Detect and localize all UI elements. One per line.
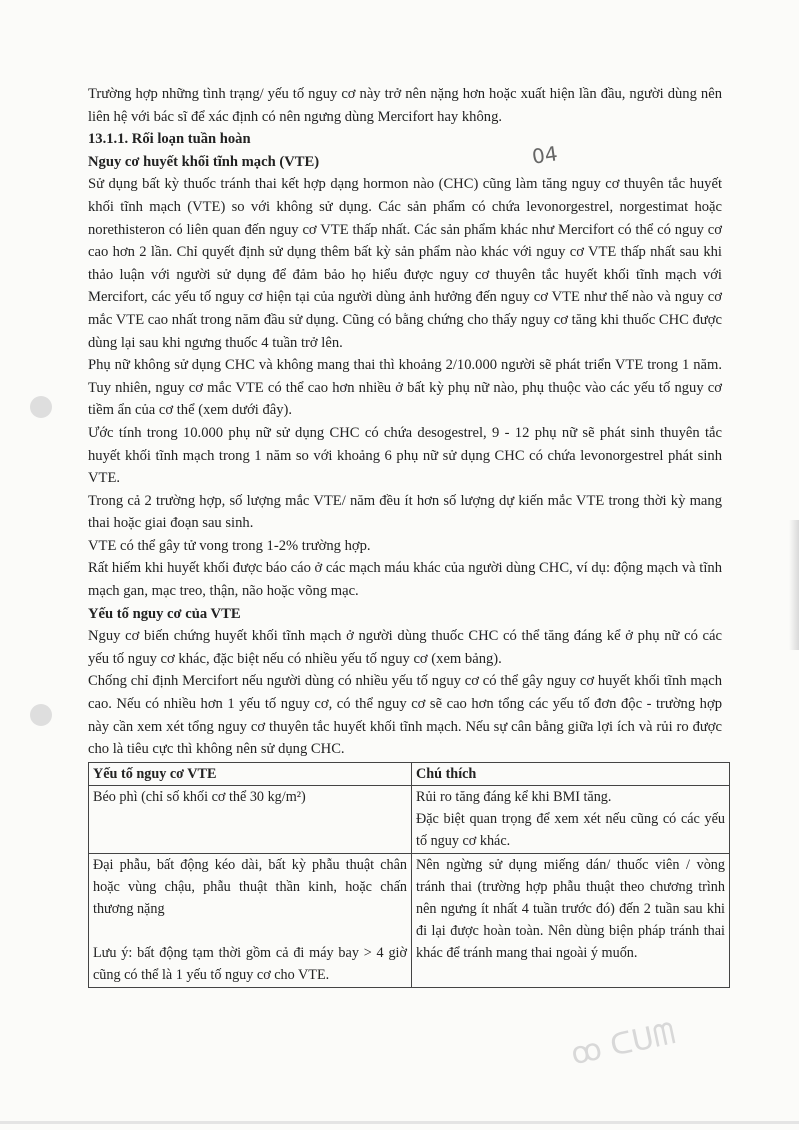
table-row [89, 786, 730, 854]
vte-paragraph-5: VTE có thể gây tử vong trong 1-2% trường hợp. [88, 537, 371, 554]
risk-paragraph-1: Nguy cơ biến chứng huyết khối tĩnh mạch ở người dùng thuốc CHC có thể tăng đáng kể ở phụ nữ có các yếu tố nguy cơ khác, đặc biệt nếu có nhiều yếu tố nguy cơ (xem bảng). [88, 628, 722, 667]
table-header-note: Chú thích [412, 762, 730, 785]
table-cell-note [412, 786, 730, 854]
cell-line: Béo phì (chỉ số khối cơ thể 30 kg/m²) [93, 789, 306, 806]
cell-line: Đại phẫu, bất động kéo dài, bất kỳ phẫu thuật chân hoặc vùng chậu, phẫu thuật thần kinh, hoặc chấn thương nặng [93, 856, 407, 918]
section-heading: 13.1.1. Rối loạn tuần hoàn [88, 131, 251, 148]
document-page [88, 83, 725, 988]
intro-paragraph: Trường hợp những tình trạng/ yếu tố nguy cơ này trở nên nặng hơn hoặc xuất hiện lần đầu, người dùng nên liên hệ với bác sĩ để xác định có nên ngưng dùng Mercifort hay không. [88, 86, 722, 125]
cell-line: Nên ngừng sử dụng miếng dán/ thuốc viên / vòng tránh thai (trường hợp phẫu thuật theo chương trình nên ngưng ít nhất 4 tuần trước đó) đến 2 tuần sau khi đi lại được hoàn toàn. Nên dùng biện pháp tránh thai khác để tránh mang thai ngoài ý muốn. [416, 856, 725, 962]
risk-heading: Yếu tố nguy cơ của VTE [88, 605, 241, 622]
vte-paragraph-4: Trong cả 2 trường hợp, số lượng mắc VTE/ năm đều ít hơn số lượng dự kiến mắc VTE trong thời kỳ mang thai hoặc giai đoạn sau sinh. [88, 492, 722, 532]
table-header-factor: Yếu tố nguy cơ VTE [89, 762, 412, 785]
bottom-scan-line [0, 1121, 799, 1124]
vte-paragraph-2: Phụ nữ không sử dụng CHC và không mang thai thì khoảng 2/10.000 người sẽ phát triển VTE trong 1 năm. Tuy nhiên, nguy cơ mắc VTE có thể cao hơn nhiều ở bất kỳ phụ nữ nào, phụ thuộc vào các yếu tố nguy cơ tiềm ẩn của cơ thể (xem dưới đây). [88, 357, 722, 419]
risk-paragraph-2: Chống chỉ định Mercifort nếu người dùng có nhiều yếu tố nguy cơ có thể gây nguy cơ huyết khối tĩnh mạch cao. Nếu có nhiều hơn 1 yếu tố nguy cơ, có thể nguy cơ sẽ cao hơn tổng các yếu tố đơn độc - trường hợp này cần xem xét tổng nguy cơ thuyên tắc huyết khối tĩnh mạch. Nếu sự cân bằng giữa lợi ích và rủi ro được cho là tiêu cực thì không nên sử dụng CHC. [88, 673, 722, 758]
cell-line: Lưu ý: bất động tạm thời gồm cả đi máy bay > 4 giờ cũng có thể là 1 yếu tố nguy cơ cho VTE. [93, 945, 407, 984]
faded-stamp: ꝏ ᑕᑌᗰ [567, 1016, 679, 1073]
cell-line: Đặc biệt quan trọng để xem xét nếu cũng có các yếu tố nguy cơ khác. [416, 811, 725, 850]
cell-line: Rủi ro tăng đáng kể khi BMI tăng. [416, 789, 612, 806]
table-row [89, 853, 730, 987]
table-cell-factor [89, 853, 412, 987]
risk-factor-table [88, 762, 730, 988]
handwritten-page-number: 04 [530, 141, 559, 169]
table-cell-note [412, 853, 730, 987]
page-edge-shadow [789, 520, 799, 650]
vte-heading: Nguy cơ huyết khối tĩnh mạch (VTE) [88, 153, 320, 170]
punch-hole-bottom [30, 704, 52, 726]
punch-hole-top [30, 396, 52, 418]
vte-paragraph-6: Rất hiếm khi huyết khối được báo cáo ở các mạch máu khác của người dùng CHC, ví dụ: động mạch và tĩnh mạch gan, mạc treo, thận, não hoặc võng mạc. [88, 560, 722, 600]
vte-paragraph-1: Sử dụng bất kỳ thuốc tránh thai kết hợp dạng hormon nào (CHC) cũng làm tăng nguy cơ thuyên tắc huyết khối tĩnh mạch (VTE) so với không sử dụng. Các sản phẩm có chứa levonorgestrel, norgestimat hoặc norethisteron có liên quan đến nguy cơ VTE thấp nhất. Các sản phẩm khác như Mercifort có thể có nguy cơ cao hơn 2 lần. Chỉ quyết định sử dụng thêm bất kỳ sản phẩm nào khác với nguy cơ VTE thấp nhất sau khi thảo luận với người sử dụng để đảm bảo họ hiểu được nguy cơ thuyên tắc huyết khối tĩnh mạch với Mercifort, các yếu tố nguy cơ hiện tại của người dùng ảnh hưởng đến nguy cơ VTE như thế nào và nguy cơ mắc VTE cao nhất trong năm đầu sử dụng. Cũng có bằng chứng cho thấy nguy cơ tăng khi thuốc CHC được dùng lại sau khi ngưng thuốc 4 tuần trở lên. [88, 176, 722, 351]
table-cell-factor [89, 786, 412, 854]
vte-paragraph-3: Ước tính trong 10.000 phụ nữ sử dụng CHC có chứa desogestrel, 9 - 12 phụ nữ sẽ phát sinh thuyên tắc huyết khối tĩnh mạch trong 1 năm so với khoảng 6 phụ nữ sử dụng CHC có chứa levonorgestrel phát sinh VTE. [88, 424, 722, 487]
table-header-row [89, 762, 730, 785]
